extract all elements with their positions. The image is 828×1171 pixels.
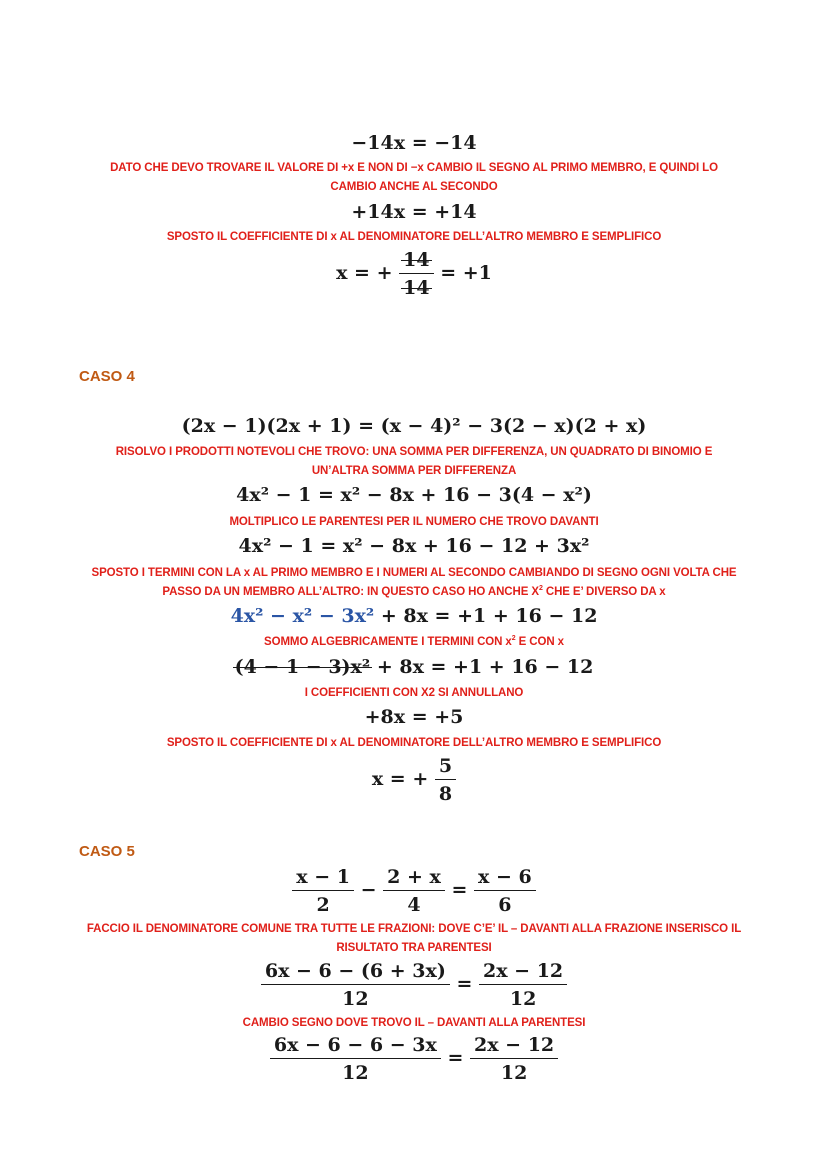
operator-equals: =	[451, 879, 468, 901]
caso4-note-2: MOLTIPLICO LE PARENTESI PER IL NUMERO CHE TROVO DAVANTI	[229, 516, 599, 528]
fraction-denominator: 12	[342, 988, 369, 1010]
operator-equals: =	[456, 973, 473, 995]
eq-top-3-left: x = +	[336, 262, 393, 284]
caso5-equation-3	[0, 1034, 828, 1084]
caso5-note-1a: FACCIO IL DENOMINATORE COMUNE TRA TUTTE LE FRAZIONI: DOVE C’E’ IL – DAVANTI ALLA FRAZIONE INSERISCO IL	[86, 923, 742, 935]
eq5-rest: + 8x = +1 + 16 − 12	[370, 656, 594, 678]
equation-top-3	[0, 249, 828, 299]
note-3b-pre: PASSO DA UN MEMBRO ALL’ALTRO: IN QUESTO CASO HO ANCHE X	[162, 586, 539, 598]
caso4-equation-2: 4x² − 1 = x² − 8x + 16 − 3(4 − x²)	[236, 484, 592, 506]
note-4-sup: 2	[511, 635, 516, 643]
caso4-equation-3: 4x² − 1 = x² − 8x + 16 − 12 + 3x²	[238, 535, 590, 557]
fraction-2	[383, 866, 445, 916]
fraction-denominator: 8	[438, 783, 453, 805]
fraction-3	[474, 866, 536, 916]
note-top-2: SPOSTO IL COEFFICIENTE DI x AL DENOMINATORE DELL’ALTRO MEMBRO E SEMPLIFICO	[166, 231, 662, 243]
fraction-numerator: 6x − 6 − 6 − 3x	[270, 1034, 441, 1059]
fraction-denominator: 6	[498, 894, 512, 916]
fraction-denominator: 12	[500, 1062, 528, 1084]
fraction-denominator: 12	[509, 988, 537, 1010]
note-4-pre: SOMMO ALGEBRICAMENTE I TERMINI CON x	[264, 636, 512, 648]
caso4-equation-1: (2x − 1)(2x + 1) = (x − 4)² − 3(2 − x)(2 + x)	[181, 415, 647, 437]
fraction-2	[470, 1034, 558, 1084]
eq7-left: x = +	[371, 768, 429, 790]
caso5-equation-2	[0, 960, 828, 1010]
note-4-post: E CON x	[515, 636, 564, 648]
fraction-numerator: 5	[435, 755, 456, 780]
fraction-denominator: 4	[407, 894, 421, 916]
fraction-numerator: x − 1	[292, 866, 354, 891]
fraction-denominator: 12	[342, 1062, 369, 1084]
fraction-denominator: 14	[403, 277, 430, 299]
fraction-5-over-8	[435, 755, 456, 805]
fraction-numerator: 2 + x	[383, 866, 445, 891]
equation-top-1: −14x = −14	[351, 132, 477, 154]
caso4-equation-7	[0, 755, 828, 805]
note-3b-post: CHE E’ DIVERSO DA x	[542, 586, 666, 598]
caso4-note-6: SPOSTO IL COEFFICIENTE DI x AL DENOMINATORE DELL’ALTRO MEMBRO E SEMPLIFICO	[166, 737, 662, 749]
note-3b-sup: 2	[538, 585, 543, 593]
caso5-note-1b: RISULTATO TRA PARENTESI	[336, 942, 492, 954]
operator-equals: =	[447, 1047, 464, 1069]
highlighted-x-terms: 4x² − x² − 3x²	[230, 605, 375, 627]
fraction-numerator: 2x − 12	[479, 960, 567, 985]
equation-top-2: +14x = +14	[351, 201, 477, 223]
eq-top-3-right: = +1	[440, 262, 492, 284]
caso5-equation-1	[0, 866, 828, 916]
caso-4-heading: CASO 4	[79, 368, 135, 385]
caso5-note-2: CAMBIO SEGNO DOVE TROVO IL – DAVANTI ALLA PARENTESI	[242, 1017, 586, 1029]
caso4-note-5: I COEFFICIENTI CON X2 SI ANNULLANO	[304, 687, 524, 699]
caso4-equation-4	[0, 605, 828, 627]
fraction-1	[261, 960, 450, 1010]
fraction-numerator: 14	[403, 249, 430, 271]
operator-minus: −	[360, 879, 377, 901]
note-top-1a: DATO CHE DEVO TROVARE IL VALORE DI +x E NON DI −x CAMBIO IL SEGNO AL PRIMO MEMBRO, E QUINDI LO	[110, 162, 718, 174]
fraction-1	[292, 866, 354, 916]
fraction-numerator: 2x − 12	[470, 1034, 558, 1059]
caso4-note-3b	[0, 586, 828, 598]
caso4-note-4	[0, 636, 828, 648]
caso4-equation-6: +8x = +5	[364, 706, 464, 728]
fraction-denominator: 2	[316, 894, 330, 916]
fraction-numerator: x − 6	[474, 866, 536, 891]
note-top-1b: CAMBIO ANCHE AL SECONDO	[330, 181, 498, 193]
caso4-note-1b: UN’ALTRA SOMMA PER DIFFERENZA	[311, 465, 517, 477]
caso4-equation-5	[0, 656, 828, 678]
eq4-rest: + 8x = +1 + 16 − 12	[374, 605, 598, 627]
caso-5-heading: CASO 5	[79, 843, 135, 860]
fraction-2	[479, 960, 567, 1010]
fraction-14-over-14	[399, 249, 433, 299]
caso4-note-1a: RISOLVO I PRODOTTI NOTEVOLI CHE TROVO: UNA SOMMA PER DIFFERENZA, UN QUADRATO DI BINOMIO E	[115, 446, 713, 458]
fraction-1	[270, 1034, 441, 1084]
fraction-numerator: 6x − 6 − (6 + 3x)	[261, 960, 450, 985]
caso4-note-3a: SPOSTO I TERMINI CON LA x AL PRIMO MEMBRO E I NUMERI AL SECONDO CAMBIANDO DI SEGNO OGNI VOLTA CHE	[91, 567, 737, 579]
struck-coefficients: (4 − 1 − 3)x²	[234, 656, 371, 678]
